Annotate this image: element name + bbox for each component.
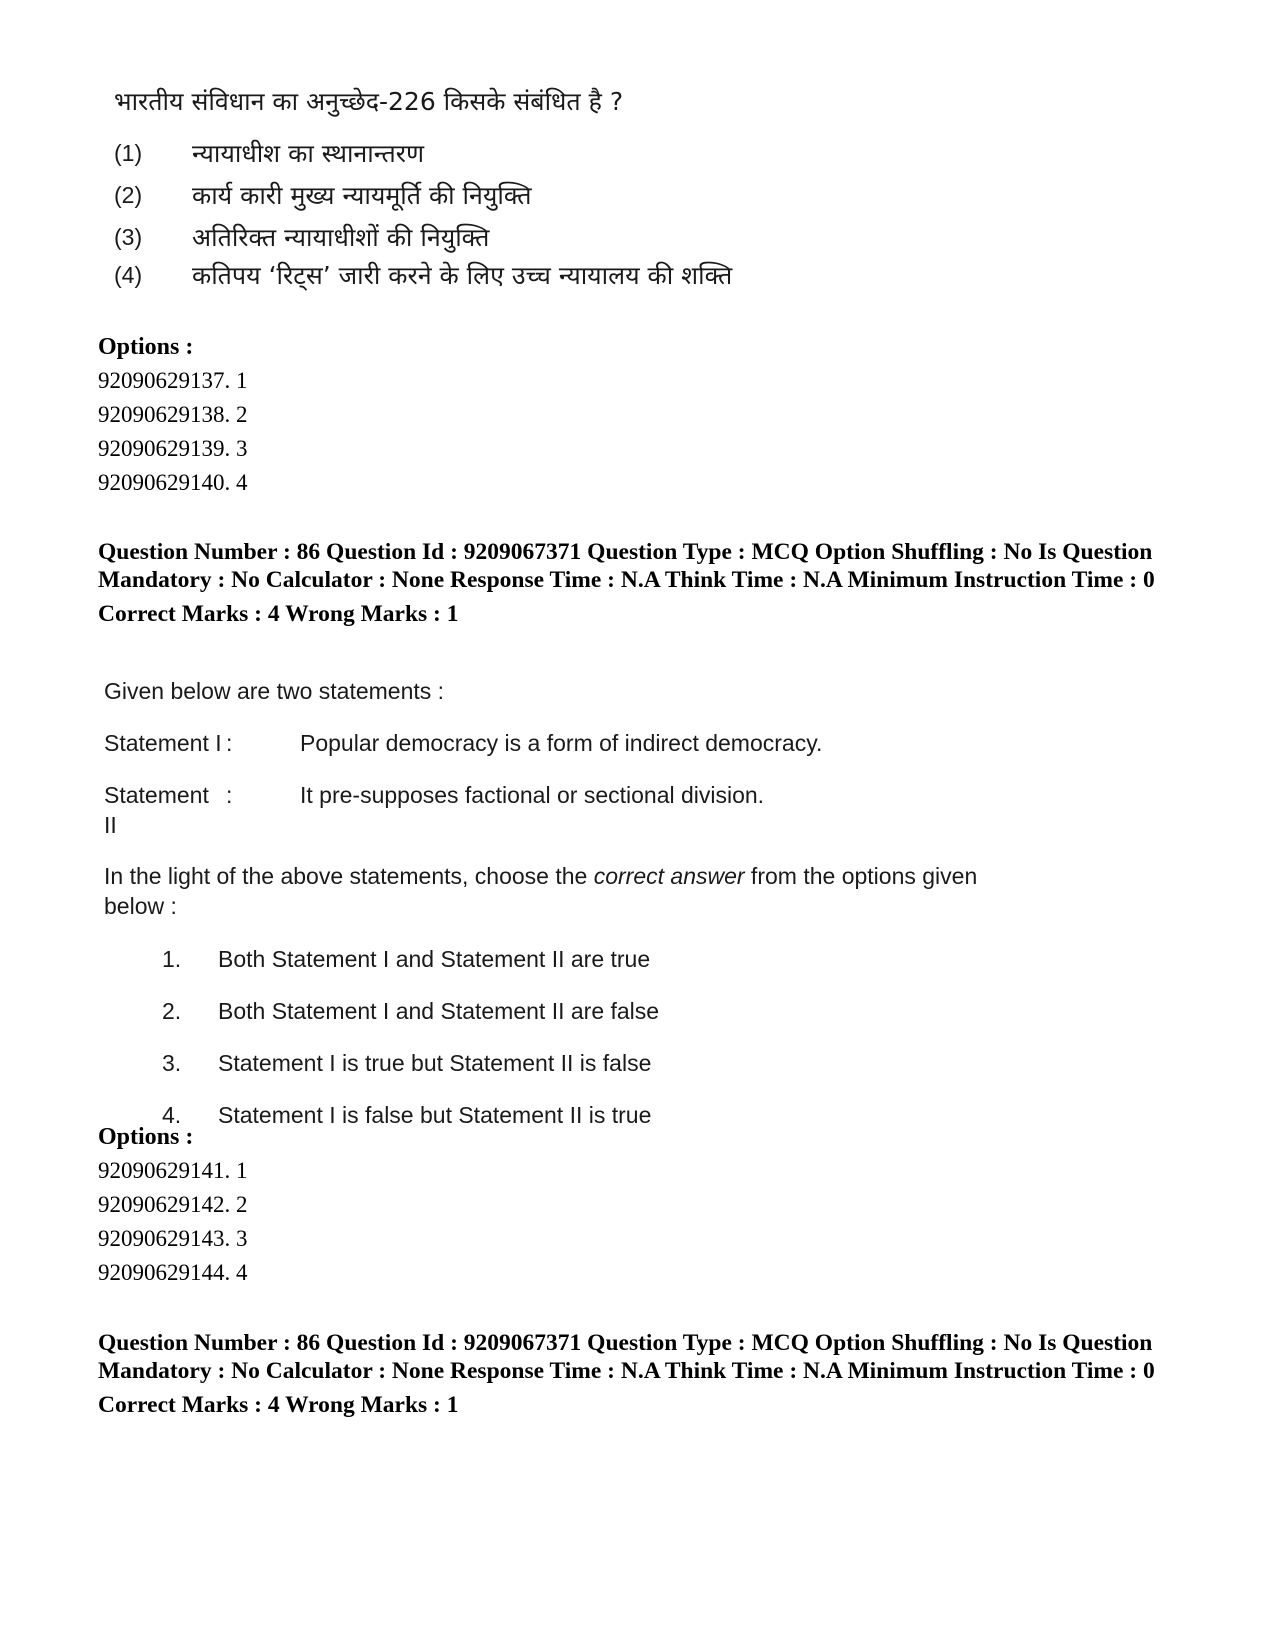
answer-choice [104, 1037, 1104, 1089]
question-meta-text: Question Number : 86 Question Id : 9209067371 Question Type : MCQ Option Shuffling : No Is Question Mandatory : No Calculator : None Response Time : N.A Think Time : N.A Minimum Instruction Time : 0 [98, 1330, 1155, 1384]
hindi-choice [114, 216, 874, 258]
option-item: 92090629138. 2 [98, 402, 248, 427]
english-question-block [104, 676, 1104, 1141]
options-block [98, 330, 1198, 500]
statement-row [104, 728, 1104, 758]
choice-text: कार्य कारी मुख्य न्यायमूर्ति की नियुक्ति [192, 181, 532, 210]
answer-number: 3. [162, 1049, 182, 1076]
answer-text: Statement I is true but Statement II is false [218, 1049, 652, 1076]
hindi-choice [114, 258, 874, 292]
answer-number: 2. [162, 997, 182, 1024]
statement-text: Popular democracy is a form of indirect democracy. [300, 730, 823, 756]
options-title: Options : [98, 334, 194, 360]
statement-row [104, 780, 1104, 840]
option-item: 92090629143. 3 [98, 1226, 248, 1251]
option-item: 92090629141. 1 [98, 1158, 248, 1183]
choice-number: (3) [114, 223, 143, 250]
answer-number: 1. [162, 945, 182, 972]
choice-text: अतिरिक्त न्यायाधीशों की नियुक्ति [192, 223, 490, 252]
option-item: 92090629139. 3 [98, 436, 248, 461]
choice-number: (4) [114, 261, 143, 288]
question-meta [98, 538, 1208, 628]
hindi-choice [114, 174, 874, 216]
choice-number: (2) [114, 181, 143, 208]
option-item: 92090629140. 4 [98, 470, 248, 495]
question-text-hindi: भारतीय संविधान का अनुच्छेद-226 किसके संबंधित है ? [114, 87, 624, 116]
marks-text: Correct Marks : 4 Wrong Marks : 1 [98, 1392, 459, 1418]
answer-text: Statement I is false but Statement II is true [218, 1101, 652, 1128]
answer-number: 4. [162, 1101, 182, 1128]
option-item: 92090629144. 4 [98, 1260, 248, 1285]
choice-number: (1) [114, 139, 143, 166]
question-meta [98, 1329, 1208, 1419]
option-item: 92090629142. 2 [98, 1192, 248, 1217]
marks-text: Correct Marks : 4 Wrong Marks : 1 [98, 601, 459, 627]
instruction-emphasis: correct answer [593, 863, 745, 889]
statement-label: Statement II [104, 782, 209, 838]
question-meta-text: Question Number : 86 Question Id : 9209067371 Question Type : MCQ Option Shuffling : No Is Question Mandatory : No Calculator : None Response Time : N.A Think Time : N.A Minimum Instruction Time : 0 [98, 539, 1155, 593]
instruction-part: from the options given below : [104, 863, 978, 919]
choice-text: कतिपय ‘रिट्स’ जारी करने के लिए उच्च न्यायालय की शक्ति [192, 261, 733, 290]
instruction-part: In the light of the above statements, choose the [104, 863, 594, 889]
answer-choice [104, 933, 1104, 985]
statement-colon: : [226, 782, 233, 808]
answer-choice [104, 985, 1104, 1037]
answer-text: Both Statement I and Statement II are true [218, 945, 651, 972]
instruction-text [104, 861, 984, 921]
statement-text: It pre-supposes factional or sectional division. [300, 782, 765, 808]
hindi-question-block [114, 78, 874, 292]
statement-label: Statement I [104, 730, 222, 756]
choice-text: न्यायाधीश का स्थानान्तरण [192, 139, 425, 168]
statement-colon: : [226, 730, 233, 756]
options-block [98, 1120, 1198, 1290]
option-item: 92090629137. 1 [98, 368, 248, 393]
options-title: Options : [98, 1124, 194, 1150]
hindi-choice [114, 132, 874, 174]
question-intro: Given below are two statements : [104, 678, 445, 704]
answer-text: Both Statement I and Statement II are false [218, 997, 660, 1024]
